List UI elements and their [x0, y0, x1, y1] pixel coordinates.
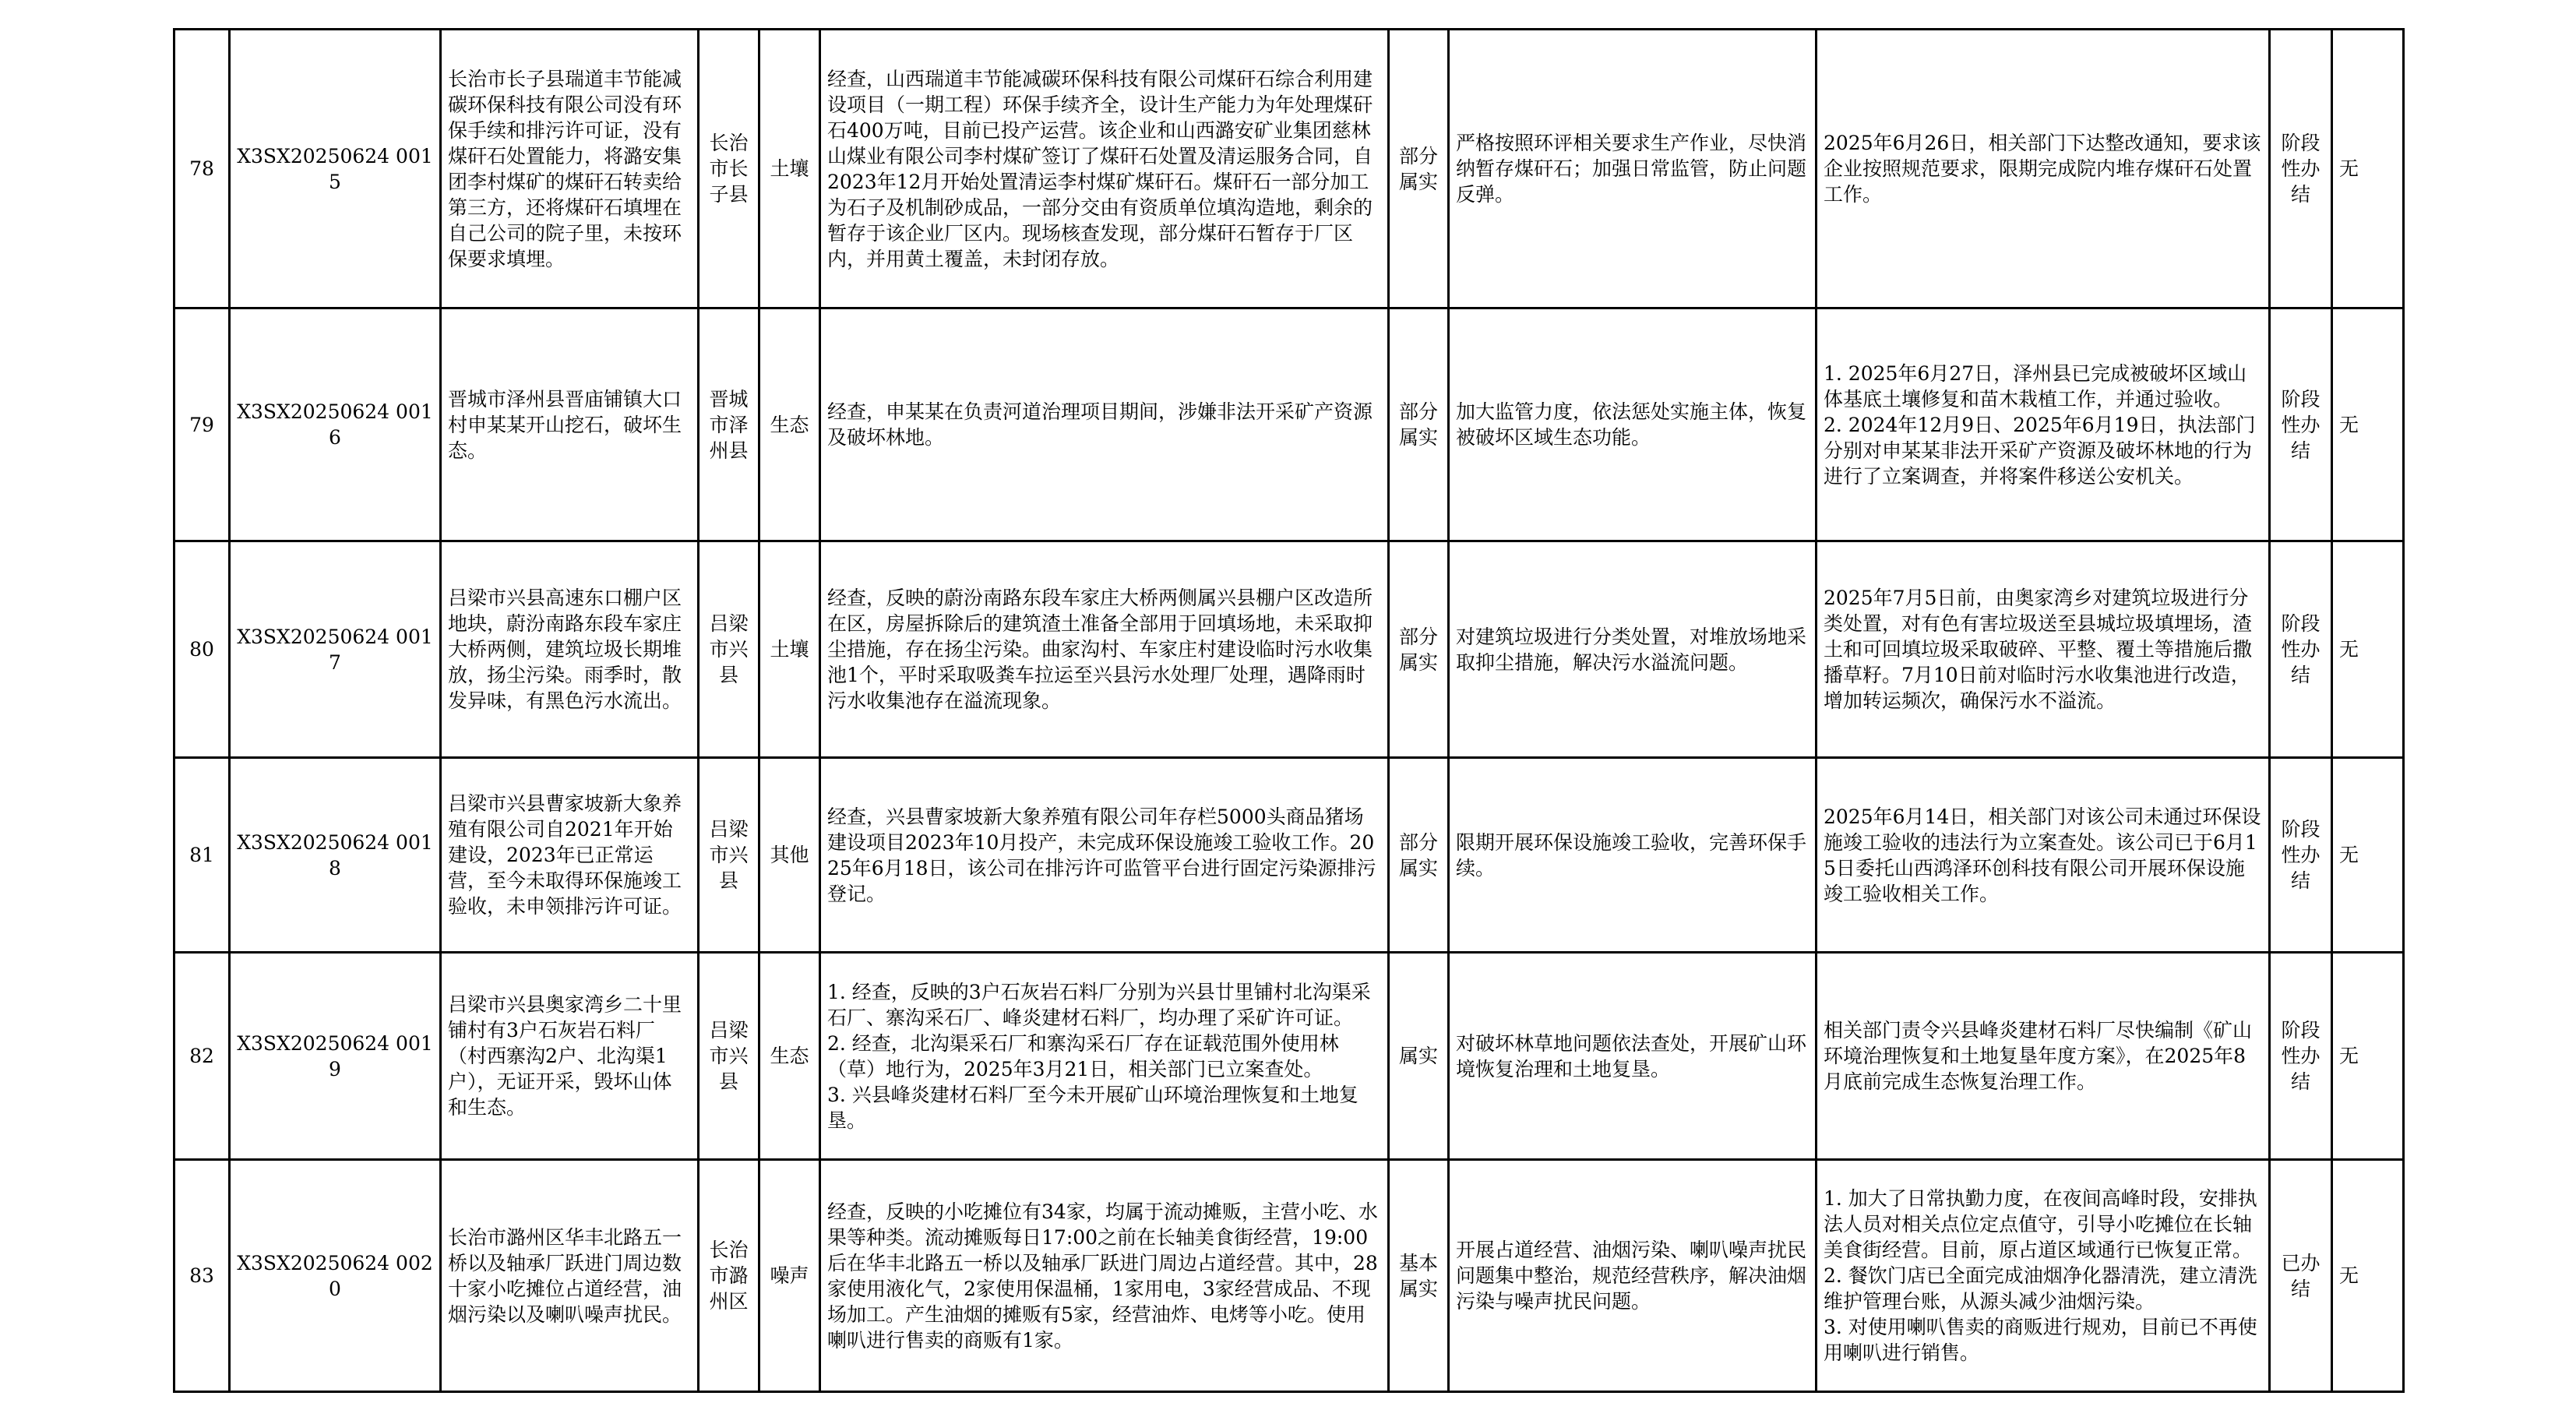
accountability — [2332, 1160, 2404, 1392]
verification-result-text: 部分属实 — [1398, 144, 1438, 193]
case-status — [2270, 1160, 2332, 1392]
rectification-measures — [1449, 308, 1817, 541]
pollution-type-text: 土壤 — [770, 157, 809, 180]
administrative-area-text: 长治市潞州区 — [709, 1239, 749, 1313]
investigation-findings-text: 经查，申某某在负责河道治理项目期间，涉嫌非法开采矿产资源及破坏林地。 — [827, 400, 1373, 449]
table-row — [174, 308, 2404, 541]
complaint-content — [441, 541, 699, 758]
rectification-measures — [1449, 758, 1817, 953]
row-number-text: 80 — [189, 638, 214, 661]
case-code — [230, 1160, 441, 1392]
rectification-progress-text: 2. 2024年12月9日、2025年6月19日，执法部门分别对申某某非法开采矿产资源及破坏林地的行为进行了立案调查，并将案件移送公安机关。 — [1824, 413, 2256, 488]
complaint-content — [441, 758, 699, 953]
rectification-measures-text: 对破坏林草地问题依法查处，开展矿山环境恢复治理和土地复垦。 — [1456, 1031, 1807, 1080]
case-code — [230, 541, 441, 758]
rectification-progress — [1817, 30, 2270, 308]
accountability — [2332, 308, 2404, 541]
investigation-findings — [820, 30, 1389, 308]
verification-result — [1389, 953, 1449, 1160]
rectification-progress-text: 1. 2025年6月27日，泽州县已完成被破坏区域山体基底土壤修复和苗木栽植工作，并通过验收。 — [1824, 361, 2247, 411]
rectification-measures — [1449, 30, 1817, 308]
case-code-text: X3SX20250624 0020 — [237, 1251, 433, 1300]
verification-result-text: 部分属实 — [1398, 625, 1438, 674]
complaint-content-text: 晋城市泽州县晋庙铺镇大口村申某某开山挖石，破坏生态。 — [448, 387, 682, 462]
accountability-text: 无 — [2339, 1264, 2359, 1287]
case-code-text: X3SX20250624 0019 — [237, 1031, 433, 1080]
case-code — [230, 30, 441, 308]
case-code — [230, 953, 441, 1160]
investigation-findings — [820, 1160, 1389, 1392]
investigation-findings-text: 3. 兴县峰炎建材石料厂至今未开展矿山环境治理恢复和土地复垦。 — [827, 1083, 1358, 1132]
table-row — [174, 541, 2404, 758]
accountability-text: 无 — [2339, 413, 2359, 436]
case-code — [230, 758, 441, 953]
investigation-findings-text: 1. 经查，反映的3户石灰岩石料厂分别为兴县廿里铺村北沟渠采石厂、寨沟采石厂、峰炎建材石料厂，均办理了采矿许可证。 — [827, 980, 1371, 1029]
table-row — [174, 758, 2404, 953]
case-status — [2270, 541, 2332, 758]
complaint-content — [441, 308, 699, 541]
administrative-area-text: 吕梁市兴县 — [709, 612, 749, 686]
case-code-text: X3SX20250624 0017 — [237, 625, 433, 674]
pollution-type — [759, 308, 820, 541]
case-code-text: X3SX20250624 0015 — [237, 144, 433, 193]
accountability — [2332, 953, 2404, 1160]
case-status-text: 阶段性办结 — [2281, 612, 2321, 686]
rectification-progress-text: 2025年6月14日，相关部门对该公司未通过环保设施竣工验收的违法行为立案查处。该公司已于6月15日委托山西鸿泽环创科技有限公司开展环保设施竣工验收相关工作。 — [1824, 805, 2261, 905]
accountability — [2332, 758, 2404, 953]
administrative-area — [699, 1160, 759, 1392]
administrative-area-text: 吕梁市兴县 — [709, 1019, 749, 1093]
case-status-text: 阶段性办结 — [2281, 818, 2321, 892]
row-number — [174, 1160, 230, 1392]
rectification-measures-text: 加大监管力度，依法惩处实施主体，恢复被破坏区域生态功能。 — [1456, 400, 1807, 449]
administrative-area — [699, 308, 759, 541]
verification-result-text: 基本属实 — [1398, 1251, 1438, 1300]
case-status — [2270, 308, 2332, 541]
pollution-type — [759, 30, 820, 308]
rectification-measures-text: 严格按照环评相关要求生产作业，尽快消纳暂存煤矸石；加强日常监管，防止问题反弹。 — [1456, 132, 1807, 206]
accountability-text: 无 — [2339, 844, 2359, 866]
row-number — [174, 758, 230, 953]
case-status-text: 阶段性办结 — [2281, 1019, 2321, 1093]
administrative-area-text: 晋城市泽州县 — [709, 387, 749, 462]
case-status-text: 已办结 — [2281, 1251, 2321, 1300]
case-status — [2270, 758, 2332, 953]
complaint-content-text: 吕梁市兴县奥家湾乡二十里铺村有3户石灰岩石料厂（村西寨沟2户、北沟渠1户），无证开采，毁坏山体和生态。 — [448, 993, 682, 1119]
pollution-type — [759, 541, 820, 758]
row-number — [174, 30, 230, 308]
administrative-area — [699, 541, 759, 758]
investigation-findings-text: 2. 经查，北沟渠采石厂和寨沟采石厂存在证载范围外使用林（草）地行为，2025年3月21日，相关部门已立案查处。 — [827, 1031, 1339, 1080]
investigation-findings — [820, 308, 1389, 541]
investigation-findings — [820, 758, 1389, 953]
rectification-progress-text: 3. 对使用喇叭售卖的商贩进行规劝，目前已不再使用喇叭进行销售。 — [1824, 1316, 2257, 1364]
verification-result-text: 部分属实 — [1398, 400, 1438, 449]
verification-result — [1389, 308, 1449, 541]
rectification-progress-text: 相关部门责令兴县峰炎建材石料厂尽快编制《矿山环境治理恢复和土地复垦年度方案》，在2025年8月底前完成生态恢复治理工作。 — [1824, 1019, 2253, 1093]
pollution-type — [759, 1160, 820, 1392]
table-row — [174, 30, 2404, 308]
investigation-findings-text: 经查，反映的小吃摊位有34家，均属于流动摊贩，主营小吃、水果等种类。流动摊贩每日17:00之前在长轴美食街经营，19:00后在华丰北路五一桥以及轴承厂跃进门周边占道经营。其中，28家使用液化气，2家使用保温桶，1家用电，3家经营成品、不现场加工。产生油烟的摊贩有5家，经营油炸、电烤等小吃。使用喇叭进行售卖的商贩有1家。 — [827, 1200, 1378, 1352]
investigation-findings — [820, 541, 1389, 758]
rectification-measures — [1449, 1160, 1817, 1392]
rectification-measures — [1449, 541, 1817, 758]
rectification-progress-text: 2. 餐饮门店已全面完成油烟净化器清洗，建立清洗维护管理台账，从源头减少油烟污染。 — [1824, 1264, 2257, 1313]
complaint-content-text: 吕梁市兴县曹家坡新大象养殖有限公司自2021年开始建设，2023年已正常运营，至今未取得环保施竣工验收，未申领排污许可证。 — [448, 792, 682, 918]
rectification-progress — [1817, 758, 2270, 953]
administrative-area-text: 长治市长子县 — [709, 132, 749, 206]
complaint-content — [441, 953, 699, 1160]
complaint-content-text: 长治市长子县瑞道丰节能减碳环保科技有限公司没有环保手续和排污许可证，没有煤矸石处置能力，将潞安集团李村煤矿的煤矸石转卖给第三方，还将煤矸石填埋在自己公司的院子里，未按环保要求填埋。 — [448, 67, 682, 270]
row-number-text: 78 — [189, 157, 214, 180]
accountability-text: 无 — [2339, 638, 2359, 661]
complaint-content — [441, 30, 699, 308]
investigation-findings — [820, 953, 1389, 1160]
investigation-findings-text: 经查，山西瑞道丰节能减碳环保科技有限公司煤矸石综合利用建设项目（一期工程）环保手续齐全，设计生产能力为年处理煤矸石400万吨，目前已投产运营。该企业和山西潞安矿业集团慈林山煤业有限公司李村煤矿签订了煤矸石处置及清运服务合同，自2023年12月开始处置清运李村煤矿煤矸石。煤矸石一部分加工为石子及机制砂成品，一部分交由有资质单位填沟造地，剩余的暂存于该企业厂区内。现场核查发现，部分煤矸石暂存于厂区内，并用黄土覆盖，未封闭存放。 — [827, 67, 1373, 270]
rectification-measures-text: 开展占道经营、油烟污染、喇叭噪声扰民问题集中整治，规范经营秩序，解决油烟污染与噪声扰民问题。 — [1456, 1239, 1807, 1313]
case-status-text: 阶段性办结 — [2281, 132, 2321, 206]
verification-result — [1389, 1160, 1449, 1392]
investigation-findings-text: 经查，反映的蔚汾南路东段车家庄大桥两侧属兴县棚户区改造所在区，房屋拆除后的建筑渣土准备全部用于回填场地，未采取抑尘措施，存在扬尘污染。曲家沟村、车家庄村建设临时污水收集池1个，平时采取吸粪车拉运至兴县污水处理厂处理，遇降雨时污水收集池存在溢流现象。 — [827, 587, 1373, 712]
case-table — [173, 28, 2405, 1393]
row-number — [174, 953, 230, 1160]
row-number-text: 79 — [189, 413, 214, 436]
case-code-text: X3SX20250624 0018 — [237, 830, 433, 879]
pollution-type — [759, 758, 820, 953]
complaint-content — [441, 1160, 699, 1392]
case-status — [2270, 953, 2332, 1160]
administrative-area — [699, 758, 759, 953]
administrative-area-text: 吕梁市兴县 — [709, 818, 749, 892]
rectification-progress-text: 2025年7月5日前，由奥家湾乡对建筑垃圾进行分类处置，对有色有害垃圾送至县城垃圾填埋场，渣土和可回填垃圾采取破碎、平整、覆土等措施后撒播草籽。7月10日前对临时污水收集池进行改造，增加转运频次，确保污水不溢流。 — [1824, 587, 2253, 712]
verification-result — [1389, 541, 1449, 758]
rectification-progress — [1817, 1160, 2270, 1392]
rectification-progress-text: 2025年6月26日，相关部门下达整改通知，要求该企业按照规范要求，限期完成院内堆存煤矸石处置工作。 — [1824, 132, 2261, 206]
case-status-text: 阶段性办结 — [2281, 387, 2321, 462]
row-number-text: 81 — [189, 844, 214, 866]
case-status — [2270, 30, 2332, 308]
rectification-measures-text: 限期开展环保设施竣工验收，完善环保手续。 — [1456, 830, 1807, 879]
pollution-type — [759, 953, 820, 1160]
rectification-progress — [1817, 541, 2270, 758]
accountability-text: 无 — [2339, 157, 2359, 180]
rectification-progress-text: 1. 加大了日常执勤力度，在夜间高峰时段，安排执法人员对相关点位定点值守，引导小吃摊位在长轴美食街经营。目前，原占道区域通行已恢复正常。 — [1824, 1187, 2257, 1261]
investigation-findings-text: 经查，兴县曹家坡新大象养殖有限公司年存栏5000头商品猪场建设项目2023年10月投产，未完成环保设施竣工验收工作。2025年6月18日，该公司在排污许可监管平台进行固定污染源排污登记。 — [827, 805, 1376, 905]
case-code — [230, 308, 441, 541]
pollution-type-text: 噪声 — [770, 1264, 809, 1287]
row-number-text: 82 — [189, 1045, 214, 1067]
verification-result — [1389, 758, 1449, 953]
verification-result-text: 部分属实 — [1398, 830, 1438, 879]
complaint-content-text: 吕梁市兴县高速东口棚户区地块，蔚汾南路东段车家庄大桥两侧，建筑垃圾长期堆放，扬尘污染。雨季时，散发异味，有黑色污水流出。 — [448, 587, 682, 712]
administrative-area — [699, 953, 759, 1160]
row-number — [174, 541, 230, 758]
table-row — [174, 953, 2404, 1160]
rectification-progress — [1817, 953, 2270, 1160]
accountability — [2332, 30, 2404, 308]
administrative-area — [699, 30, 759, 308]
table-row — [174, 1160, 2404, 1392]
accountability-text: 无 — [2339, 1045, 2359, 1067]
complaint-content-text: 长治市潞州区华丰北路五一桥以及轴承厂跃进门周边数十家小吃摊位占道经营，油烟污染以及喇叭噪声扰民。 — [448, 1225, 682, 1326]
verification-result-text: 属实 — [1398, 1045, 1438, 1067]
pollution-type-text: 土壤 — [770, 638, 809, 661]
accountability — [2332, 541, 2404, 758]
rectification-progress — [1817, 308, 2270, 541]
rectification-measures-text: 对建筑垃圾进行分类处置，对堆放场地采取抑尘措施，解决污水溢流问题。 — [1456, 625, 1807, 674]
row-number-text: 83 — [189, 1264, 214, 1287]
verification-result — [1389, 30, 1449, 308]
pollution-type-text: 生态 — [770, 413, 809, 436]
pollution-type-text: 生态 — [770, 1045, 809, 1067]
pollution-type-text: 其他 — [770, 844, 809, 866]
rectification-measures — [1449, 953, 1817, 1160]
row-number — [174, 308, 230, 541]
case-code-text: X3SX20250624 0016 — [237, 400, 433, 449]
